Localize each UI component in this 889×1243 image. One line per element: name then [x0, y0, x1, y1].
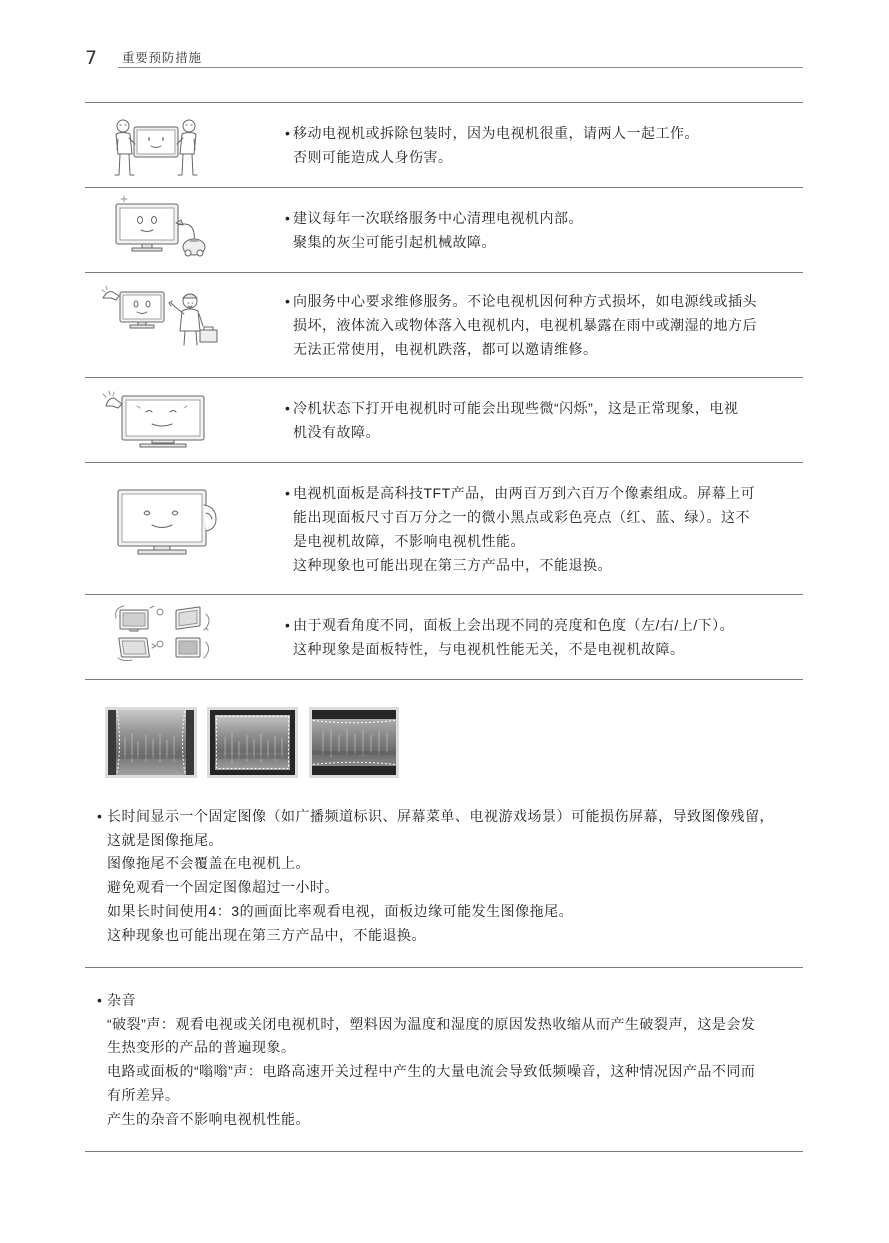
text-line-content: 向服务中心要求维修服务。不论电视机因何种方式损坏，如电源线或插头 — [293, 293, 757, 309]
text-line-content: 冷机状态下打开电视机时可能会出现些微“闪烁”，这是正常现象，电视 — [293, 400, 739, 416]
divider — [85, 1151, 803, 1152]
text-line: 聚集的灰尘可能引起机械故障。 — [293, 234, 496, 250]
tv-flicker-illustration — [100, 390, 208, 452]
text-line-content: 杂音 — [107, 992, 136, 1008]
divider — [85, 187, 803, 188]
bullet: • — [285, 485, 291, 501]
text-line: 如果长时间使用4：3的画面比率观看电视，面板边缘可能发生图像拖尾。 — [107, 902, 574, 919]
bullet: • — [97, 992, 103, 1008]
text-line-content: 电视机面板是高科技TFT产品，由两百万到六百万个像素组成。屏幕上可 — [293, 485, 756, 501]
precaution-text — [285, 121, 699, 169]
text-line: 图像拖尾不会覆盖在电视机上。 — [107, 855, 310, 872]
tv-pixel-panel-illustration — [114, 487, 220, 559]
precaution-text — [285, 396, 738, 444]
image-retention-text — [97, 805, 774, 947]
text-line: 机没有故障。 — [293, 424, 380, 440]
text-line: 避免观看一个固定图像超过一小时。 — [107, 879, 339, 896]
text-line: 有所差异。 — [107, 1086, 180, 1103]
text-line: 这种现象也可能出现在第三方产品中，不能退换。 — [293, 557, 612, 573]
image-retention-photo-letterbox — [309, 707, 399, 778]
section-title: 重要预防措施 — [122, 51, 202, 65]
text-line-content: 建议每年一次联络服务中心清理电视机内部。 — [293, 210, 583, 226]
noise-heading — [97, 989, 755, 1013]
text-line: 能出现面板尺寸百万分之一的微小黑点或彩色亮点（红、蓝、绿）。这不 — [293, 509, 750, 525]
precaution-text — [285, 206, 583, 254]
two-people-carrying-tv-illustration — [112, 117, 200, 179]
divider — [85, 967, 803, 968]
text-line — [285, 613, 734, 637]
image-retention-photo-side-bars — [105, 707, 197, 778]
divider — [85, 377, 803, 378]
text-line: 产生的杂音不影响电视机性能。 — [107, 1110, 310, 1127]
divider — [85, 462, 803, 463]
bullet: • — [285, 125, 291, 141]
text-line — [285, 396, 738, 420]
image-retention-photo-frame — [207, 707, 298, 778]
text-line: 生热变形的产品的普遍现象。 — [107, 1039, 296, 1056]
text-line: 是电视机故障，不影响电视机性能。 — [293, 533, 525, 549]
text-line: 这种现象是面板特性，与电视机性能无关，不是电视机故障。 — [293, 641, 685, 657]
noise-text — [97, 989, 755, 1131]
bullet: • — [97, 808, 103, 824]
divider — [85, 272, 803, 273]
text-line: 电路或面板的“嗡嗡”声：电路高速开关过程中产生的大量电流会导致低频噪音，这种情况因产品不同而 — [107, 1063, 756, 1080]
text-line-content: 由于观看角度不同，面板上会出现不同的亮度和色度（左/右/上/下）。 — [293, 617, 735, 633]
text-line-content: 长时间显示一个固定图像（如广播频道标识、屏幕菜单、电视游戏场景）可能损伤屏幕，导致图像残留， — [107, 808, 774, 824]
text-line: 无法正常使用，电视机跌落，都可以邀请维修。 — [293, 341, 598, 357]
header-rule — [118, 67, 803, 68]
bullet: • — [285, 210, 291, 226]
bullet: • — [285, 617, 291, 633]
precaution-text — [285, 613, 734, 661]
text-line: 这种现象也可能出现在第三方产品中，不能退换。 — [107, 926, 426, 943]
divider — [85, 594, 803, 595]
text-line — [285, 289, 757, 313]
divider — [85, 679, 803, 680]
tv-vacuum-cleaning-illustration — [112, 195, 212, 259]
text-line: 这就是图像拖尾。 — [107, 831, 223, 848]
text-line — [285, 481, 755, 505]
divider — [85, 102, 803, 103]
viewing-angle-tvs-illustration — [114, 604, 214, 662]
text-line: 损坏，液体流入或物体落入电视机内，电视机暴露在雨中或潮湿的地方后 — [293, 317, 757, 333]
text-line — [97, 805, 774, 829]
page-number: 7 — [85, 47, 98, 69]
tv-repairman-illustration — [100, 284, 218, 348]
text-line — [285, 121, 699, 145]
bullet: • — [285, 400, 291, 416]
text-line-content: 移动电视机或拆除包装时，因为电视机很重，请两人一起工作。 — [293, 125, 699, 141]
text-line — [285, 206, 583, 230]
precaution-text — [285, 289, 757, 361]
text-line: “破裂”声：观看电视或关闭电视机时，塑料因为温度和湿度的原因发热收缩从而产生破裂声，这是会发 — [107, 1015, 756, 1032]
precaution-text — [285, 481, 755, 577]
text-line: 否则可能造成人身伤害。 — [293, 149, 453, 165]
bullet: • — [285, 293, 291, 309]
